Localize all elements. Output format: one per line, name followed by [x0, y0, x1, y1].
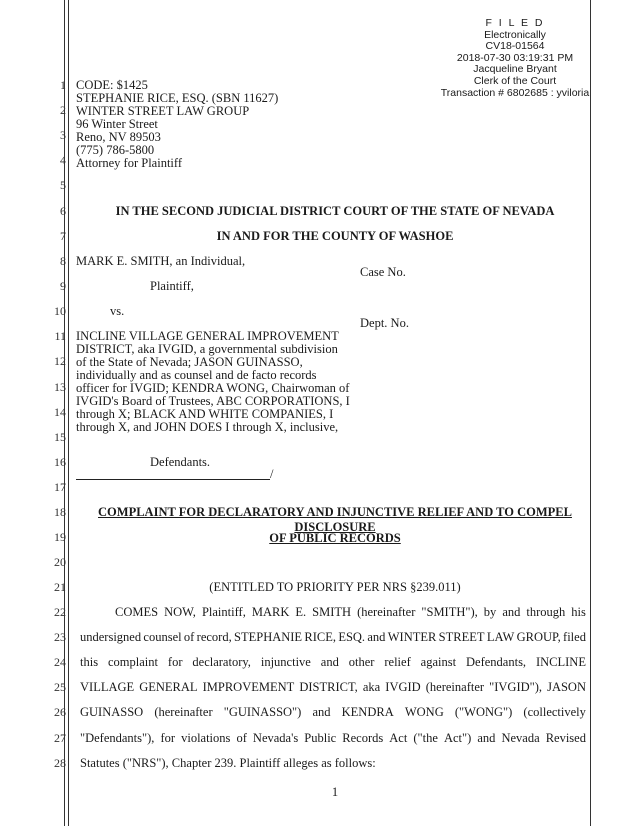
body-line: Statutes ("NRS"), Chapter 239. Plaintiff alleges as follows:: [80, 756, 376, 770]
stamp-clerk-title: Clerk of the Court: [473, 74, 557, 87]
law-firm: WINTER STREET LAW GROUP: [76, 104, 250, 118]
line-number: 18: [54, 505, 66, 519]
body-line: this complaint for declaratory, injunctive and other relief against Defendants, INCLINE: [80, 655, 586, 669]
line-number: 27: [54, 731, 66, 745]
line-number: 5: [60, 178, 66, 192]
body-line: "Defendants"), for violations of Nevada's Public Records Act ("the Act") and Nevada Revised: [80, 731, 586, 745]
plaintiff-name: MARK E. SMITH, an Individual,: [76, 254, 246, 268]
line-number: 11: [54, 329, 66, 343]
line-number: 23: [54, 630, 66, 644]
firm-phone: (775) 786-5800: [76, 143, 155, 157]
line-number: 26: [54, 705, 66, 719]
line-number: 21: [54, 580, 66, 594]
firm-street: 96 Winter Street: [76, 117, 158, 131]
attorney-role: Attorney for Plaintiff: [76, 156, 182, 170]
left-margin-rule-inner: [68, 0, 69, 826]
defendant-line: individually and as counsel and de facto records: [76, 368, 317, 382]
complaint-title-line2: OF PUBLIC RECORDS: [269, 531, 401, 545]
defendant-line: DISTRICT, aka IVGID, a governmental subdivision: [76, 342, 338, 356]
caption-underline: [76, 479, 270, 480]
defendant-line: of the State of Nevada; JASON GUINASSO,: [76, 355, 303, 369]
defendant-line: IVGID's Board of Trustees, ABC CORPORATIONS, I: [76, 394, 350, 408]
line-number: 2: [60, 103, 66, 117]
stamp-timestamp: 2018-07-30 03:19:31 PM: [456, 51, 574, 64]
priority-notice: (ENTITLED TO PRIORITY PER NRS §239.011): [209, 580, 461, 594]
line-number: 3: [60, 128, 66, 142]
defendant-line: INCLINE VILLAGE GENERAL IMPROVEMENT: [76, 329, 339, 343]
body-line: GUINASSO (hereinafter "GUINASSO") and KENDRA WONG ("WONG") (collectively: [80, 705, 586, 719]
court-county: IN AND FOR THE COUNTY OF WASHOE: [216, 229, 454, 243]
body-line: undersigned counsel of record, STEPHANIE RICE, ESQ. and WINTER STREET LAW GROUP, filed: [80, 630, 586, 644]
defendants-role: Defendants.: [150, 455, 211, 469]
line-number: 10: [54, 304, 66, 318]
versus: vs.: [110, 304, 125, 318]
court-name: IN THE SECOND JUDICIAL DISTRICT COURT OF THE STATE OF NEVADA: [115, 204, 555, 218]
body-line: COMES NOW, Plaintiff, MARK E. SMITH (hereinafter "SMITH"), by and through his: [115, 605, 586, 619]
stamp-electronically: Electronically: [484, 28, 546, 41]
stamp-case-number: CV18-01564: [485, 40, 545, 53]
line-number: 17: [54, 480, 66, 494]
line-number: 20: [54, 555, 66, 569]
line-number: 6: [60, 204, 66, 218]
line-number: 4: [60, 153, 66, 167]
right-margin-rule: [590, 0, 591, 826]
line-number: 7: [60, 229, 66, 243]
line-number: 28: [54, 756, 66, 770]
line-number: 16: [54, 455, 66, 469]
plaintiff-role: Plaintiff,: [150, 279, 194, 293]
defendant-line: through X, and JOHN DOES I through X, inclusive,: [76, 420, 339, 434]
stamp-clerk-name: Jacqueline Bryant: [473, 63, 557, 76]
line-number: 9: [60, 279, 66, 293]
line-number: 19: [54, 530, 66, 544]
stamp-filed: F I L E D: [485, 17, 545, 29]
body-line: VILLAGE GENERAL IMPROVEMENT DISTRICT, aka IVGID (hereinafter "IVGID"), JASON: [80, 680, 586, 694]
case-number-label: Case No.: [360, 265, 406, 279]
line-number: 25: [54, 680, 66, 694]
page-number: 1: [331, 785, 339, 799]
defendant-line: officer for IVGID; KENDRA WONG, Chairwoman of: [76, 381, 350, 395]
firm-city: Reno, NV 89503: [76, 130, 161, 144]
fee-code: CODE: $1425: [76, 78, 148, 92]
line-number: 13: [54, 380, 66, 394]
line-number: 14: [54, 405, 66, 419]
line-number: 1: [60, 78, 66, 92]
dept-number-label: Dept. No.: [360, 316, 409, 330]
line-number: 12: [54, 354, 66, 368]
line-number: 8: [60, 254, 66, 268]
filing-stamp: [430, 18, 600, 99]
stamp-transaction: Transaction # 6802685 : yviloria: [440, 86, 590, 99]
caption-slash: /: [270, 467, 274, 481]
defendant-line: through X; BLACK AND WHITE COMPANIES, I: [76, 407, 334, 421]
line-number: 22: [54, 605, 66, 619]
line-number: 15: [54, 430, 66, 444]
attorney-name: STEPHANIE RICE, ESQ. (SBN 11627): [76, 91, 279, 105]
line-number: 24: [54, 655, 66, 669]
complaint-title: COMPLAINT FOR DECLARATORY AND INJUNCTIVE RELIEF AND TO COMPEL DISCLOSURE: [98, 505, 572, 534]
